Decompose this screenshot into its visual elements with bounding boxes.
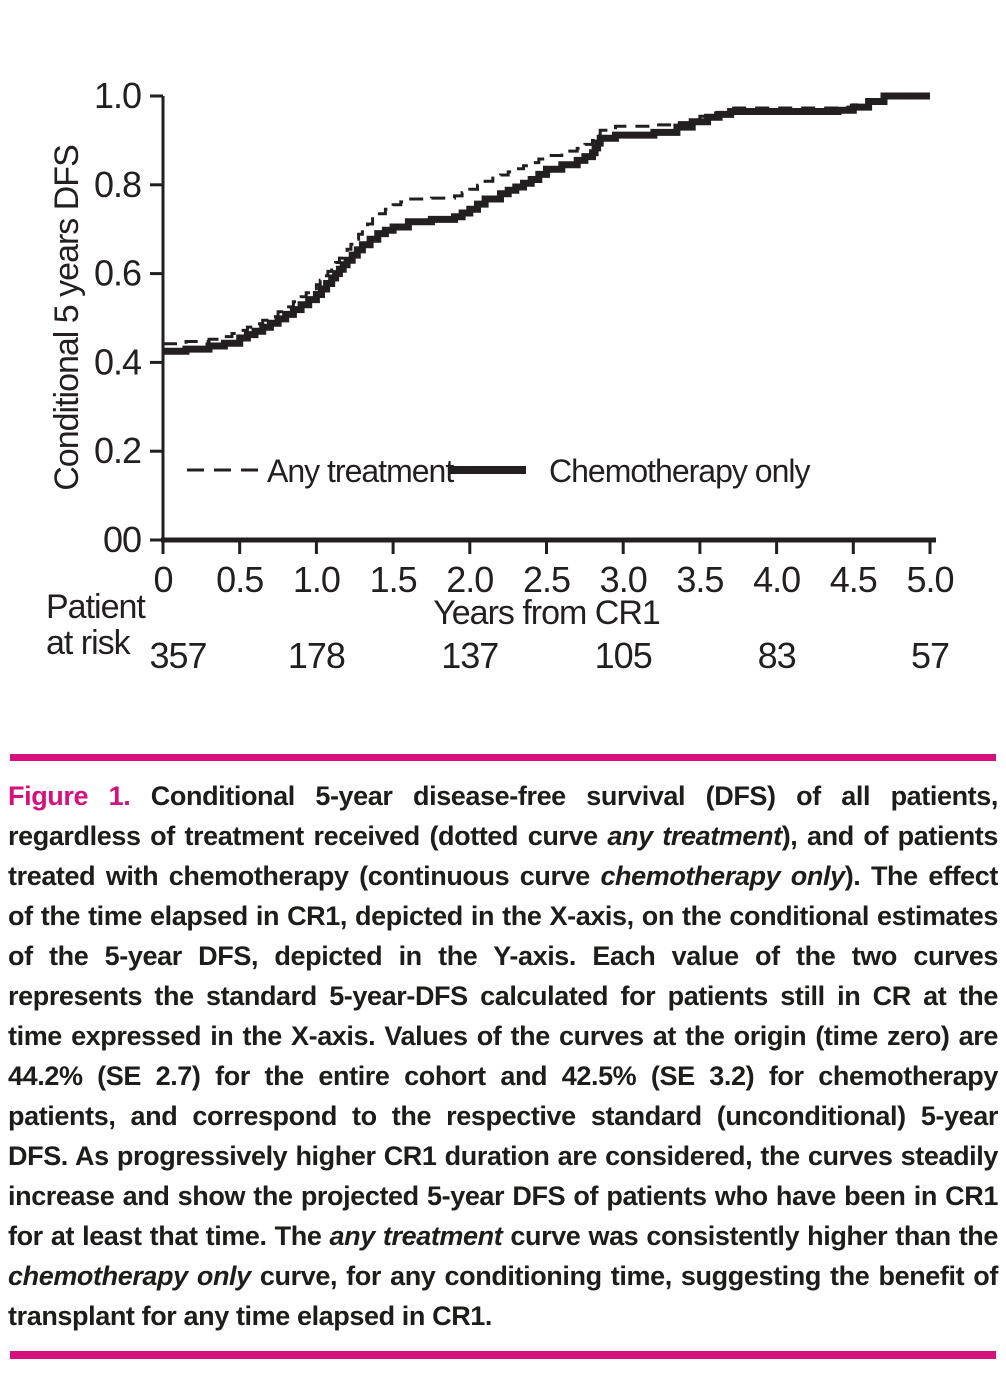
caption-run-9: curve, for any conditioning time, suggesting the benefit of transplant for any time elapsed in CR1.: [8, 1261, 998, 1331]
caption-run-0: Figure 1.: [8, 781, 151, 811]
x-tick-label: 5.0: [906, 559, 954, 600]
at-risk-count: 105: [594, 635, 652, 676]
top-accent-rule: [10, 754, 996, 761]
legend-label-any-treatment: Any treatment: [267, 453, 454, 489]
caption-run-1: Conditional 5-year disease-free survival (DFS) of all patients, regardless of treatment received (dotted curve: [8, 781, 998, 851]
caption-run-2: any treatment: [607, 821, 782, 851]
x-axis-title: Years from CR1: [433, 594, 660, 632]
caption-run-7: curve was consistently higher than the: [502, 1221, 999, 1251]
curve-any-treatment: [163, 96, 930, 344]
caption-run-6: any treatment: [329, 1221, 503, 1251]
caption-run-8: chemotherapy only: [8, 1261, 251, 1291]
y-tick-label: 0.6: [93, 252, 141, 294]
y-tick-label: 00: [102, 519, 141, 560]
x-tick-label: 3.0: [599, 559, 647, 600]
caption-run-4: chemotherapy only: [600, 861, 845, 891]
x-tick-label: 3.5: [676, 559, 724, 600]
at-risk-count: 83: [757, 635, 796, 676]
x-tick-label: 0.5: [216, 559, 264, 600]
y-axis-title: Conditional 5 years DFS: [48, 145, 86, 491]
x-tick-label: 1.5: [369, 559, 417, 600]
y-tick-label: 0.8: [93, 163, 141, 205]
at-risk-count: 357: [149, 635, 207, 676]
figure-caption: [8, 776, 998, 1336]
x-tick-label: 2.0: [446, 559, 494, 600]
y-tick-label: 1.0: [93, 75, 141, 116]
x-tick-label: 0: [153, 559, 173, 600]
x-tick-label: 4.0: [753, 559, 801, 600]
y-tick-label: 0.2: [93, 430, 141, 472]
bottom-accent-rule: [10, 1351, 996, 1359]
legend-label-chemotherapy-only: Chemotherapy only: [549, 453, 810, 489]
at-risk-count: 57: [910, 635, 950, 676]
at-risk-label-line1: Patient: [46, 588, 145, 626]
at-risk-count: 178: [287, 635, 345, 676]
y-tick-label: 0.4: [93, 341, 141, 383]
x-tick-label: 4.5: [829, 559, 877, 600]
at-risk-label-line2: at risk: [46, 624, 130, 662]
at-risk-count: 137: [441, 635, 499, 676]
x-tick-label: 2.5: [522, 559, 571, 600]
x-tick-label: 1.0: [292, 559, 340, 600]
caption-run-5: ). The effect of the time elapsed in CR1, depicted in the X-axis, on the conditional estimates of the 5-year DFS, depicted in the Y-axis. Each value of the two curves represents the standard 5-year-DFS calculated for patients still in CR at the time expressed in the X-axis. Values of the curves at the origin (time zero) are 44.2% (SE 2.7) for the entire cohort and 42.5% (SE 3.2) for chemotherapy patients, and correspond to the respective standard (unconditional) 5-year DFS. As progressively higher CR1 duration are considered, the curves steadily increase and show the projected 5-year DFS of patients who have been in CR1 for at least that time. The: [8, 861, 998, 1251]
caption-run-3: ), and of patients treated with chemotherapy (continuous curve: [8, 821, 998, 891]
